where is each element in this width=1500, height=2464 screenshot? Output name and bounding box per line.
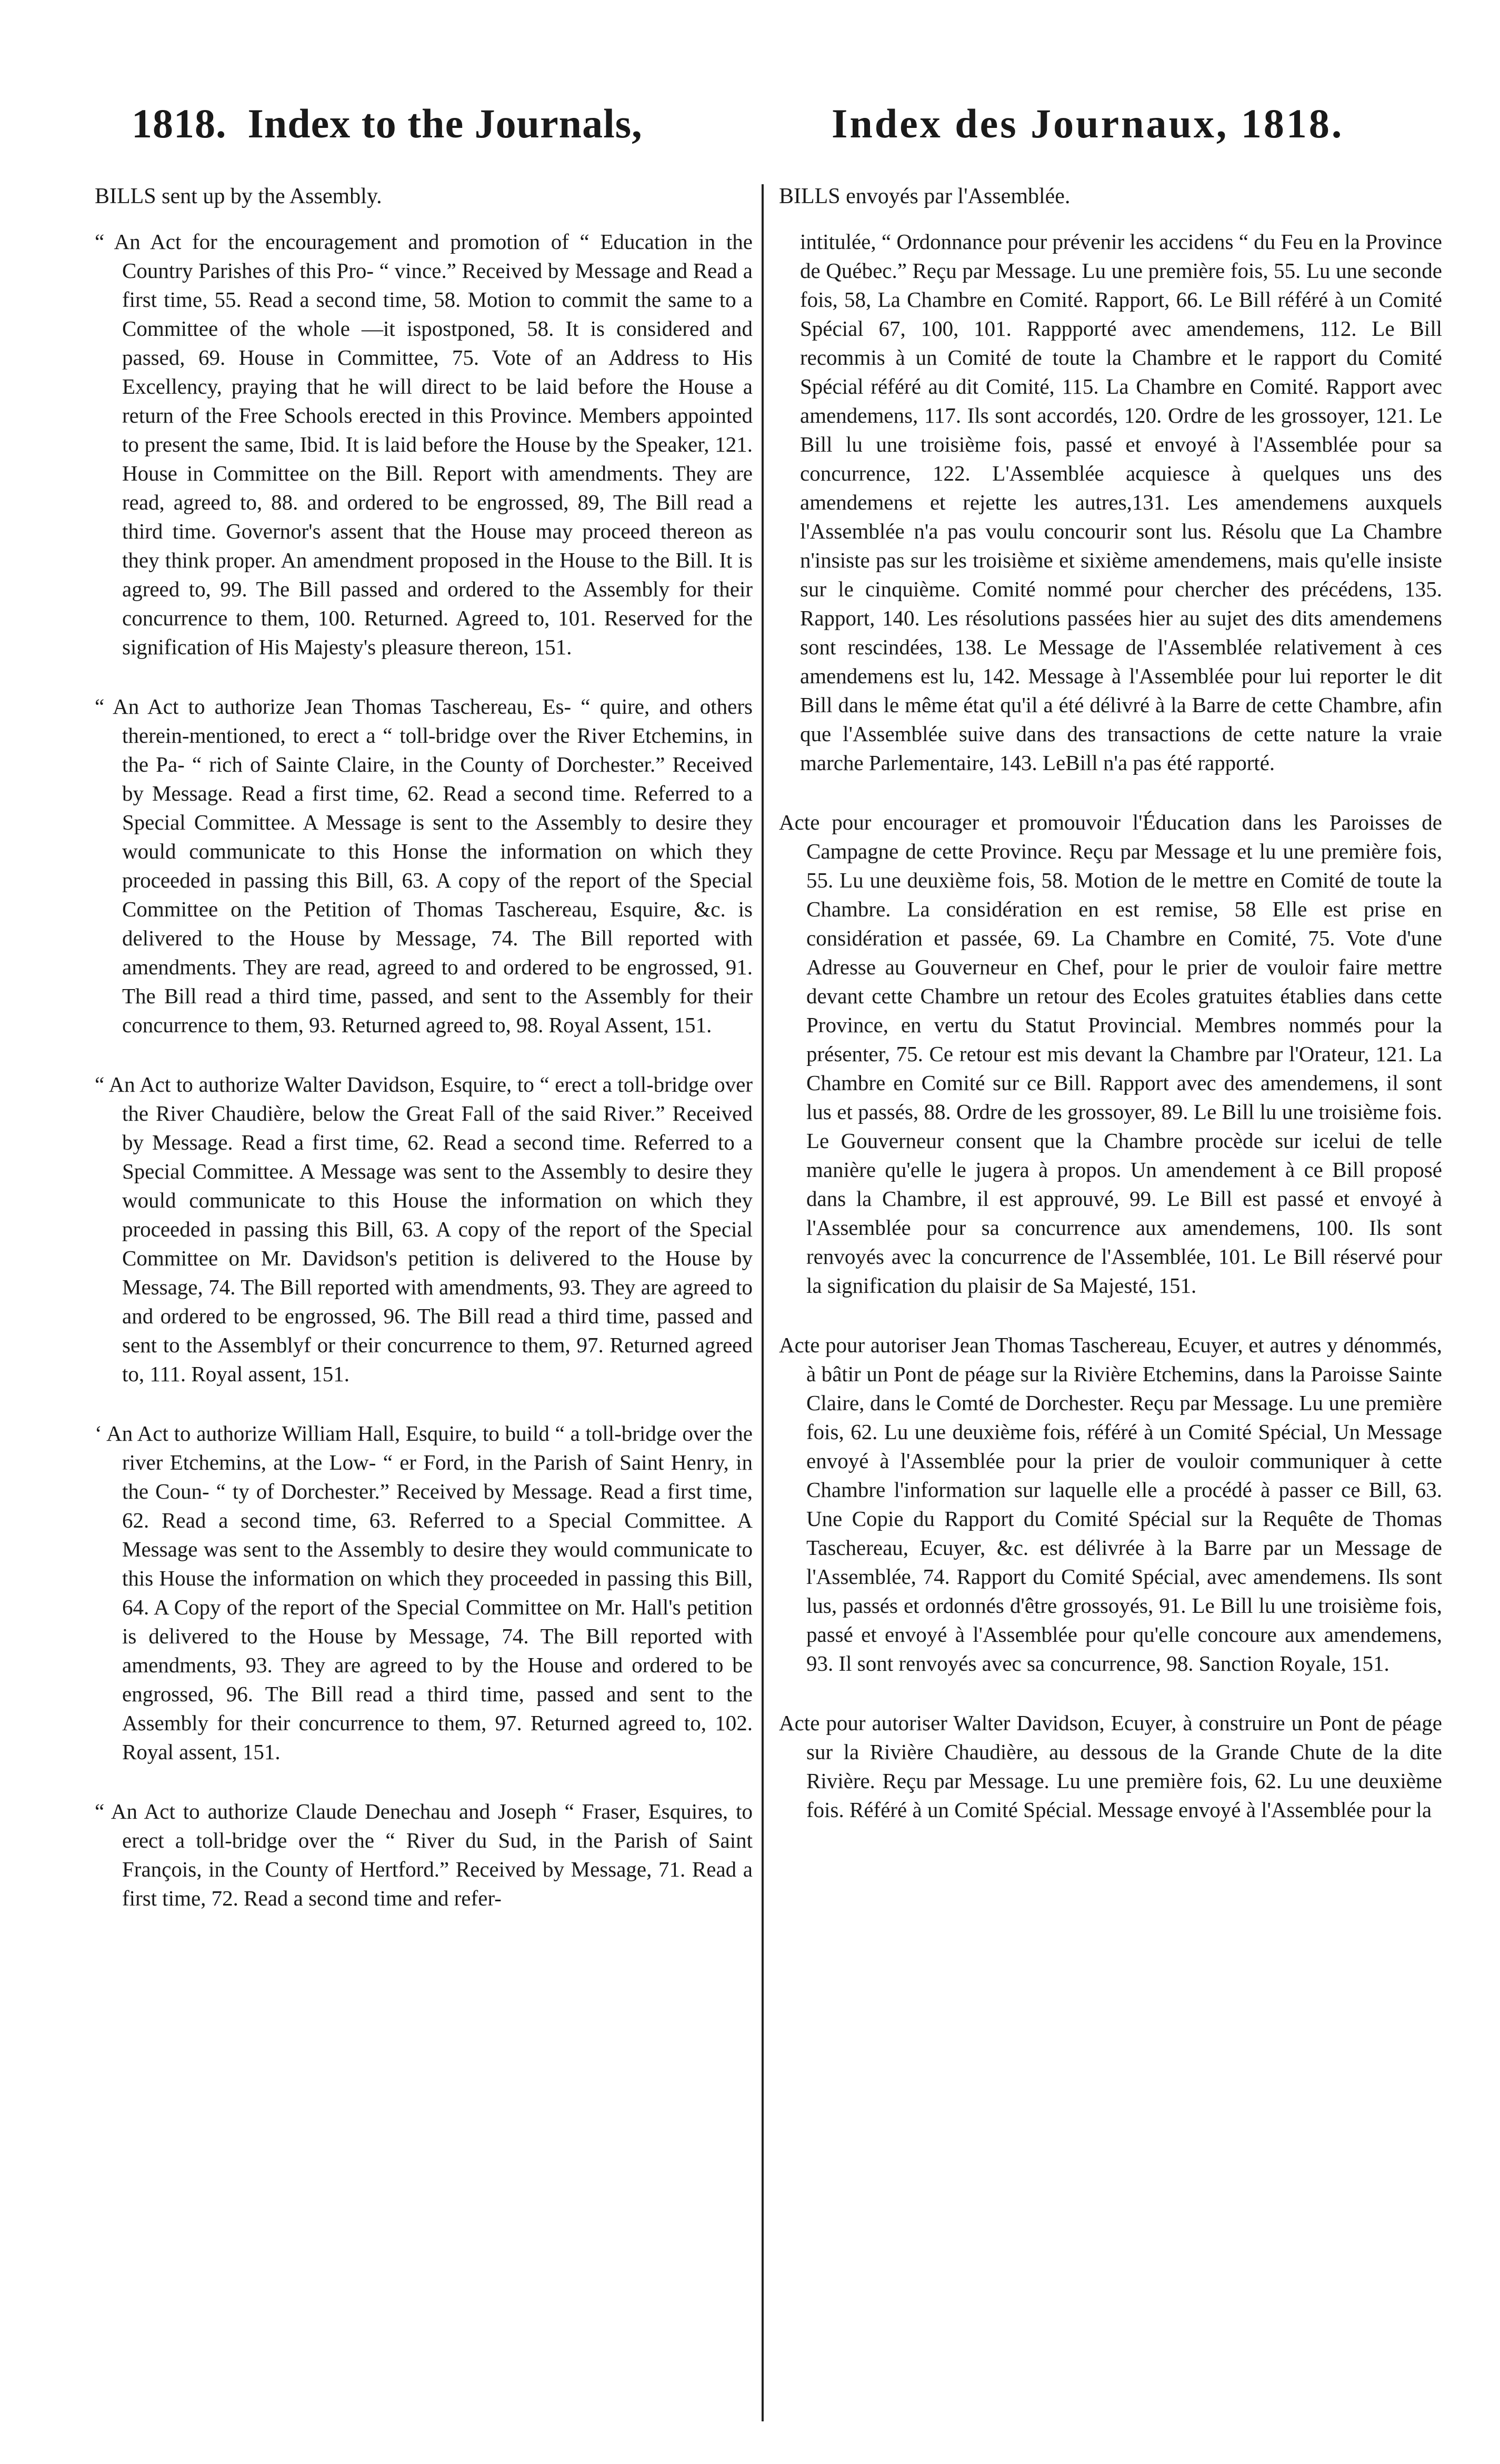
page-header: [132, 100, 1379, 158]
column-divider: [762, 184, 764, 2421]
english-column: [95, 184, 753, 2432]
header-year: 1818.: [132, 101, 227, 146]
bill-entry-denechau-fraser: “ An Act to authorize Claude Denechau and Joseph “ Fraser, Esquires, to erect a toll-bridge over the “ River du Sud, in the Parish of Saint François, in the County of Hertford.” Received by Message, 71. Read a first time, 72. Read a second time and refer-: [95, 1799, 753, 1911]
bill-entry-fire-ordinance: intitulée, “ Ordonnance pour prévenir les accidens “ du Feu en la Province de Québec.” Reçu par Message. Lu une première fois, 55. Lu une seconde fois, 58, La Chambre en Comité. Rapport, 66. Le Bill référé à un Comité Spécial 67, 100, 101. Rappporté avec amendemens, 112. Le Bill recommis à un Comité de toute la Chambre et le rapport du Comité Spécial référé au dit Comité, 115. La Chambre en Comité. Rapport avec amendemens, 117. Ils sont accordés, 120. Ordre de les grossoyer, 121. Le Bill lu une troisième fois, passé et envoyé à l'Assemblée pour sa concurrence, 122. L'Assemblée acquiesce à quelques uns des amendemens et rejette les autres,131. Les amendemens auxquels l'Assemblée n'a pas voulu concourir sont lus. Résolu que La Chambre n'insiste pas sur les troisième et sixième amendemens, mais qu'elle insiste sur le cinquième. Comité nommé pour chercher des précédens, 135. Rapport, 140. Les résolutions passées hier au sujet des dits amendemens sont rescindées, 138. Le Message de l'Assemblée relativement à ces amendemens est lu, 142. Message à l'Assemblée pour lui reporter le dit Bill dans le même état qu'il a été délivré à la Barre de cette Chambre, afin que l'Assemblée suive dans des transactions de cette nature la vraie marche Parlementaire, 143. LeBill n'a pas été rapporté.: [800, 230, 1442, 775]
bill-entry-hall: ‘ An Act to authorize William Hall, Esquire, to build “ a toll-bridge over the river Etchemins, at the Low- “ er Ford, in the Parish of Saint Henry, in the Coun- “ ty of Dorchester.” Received by Message. Read a first time, 62. Read a second time, 63. Referred to a Special Committee. A Message was sent to the Assembly to desire they would communicate to this House the information on which they proceeded in passing this Bill, 64. A Copy of the report of the Special Committee on Mr. Hall's petition is delivered to the House by Message, 74. The Bill reported with amendments, 93. They are agreed to by the House and ordered to be engrossed, 96. The Bill read a third time, passed and sent to the Assembly for their concurrence to them, 97. Returned agreed to, 102. Royal assent, 151.: [95, 1421, 753, 1764]
english-column-heading: BILLS sent up by the Assembly.: [95, 184, 382, 208]
header-title-english: Index to the Journals,: [247, 101, 643, 146]
bill-entry-taschereau-fr: Acte pour autoriser Jean Thomas Taschereau, Ecuyer, et autres y dénommés, à bâtir un Pont de péage sur la Rivière Etchemins, dans la Paroisse Sainte Claire, dans le Comté de Dorchester. Reçu par Message. Lu une première fois, 62. Lu une deuxième fois, référé à un Comité Spécial, Un Message envoyé à l'Assemblée pour la prier de vouloir communiquer à cette Chambre l'information sur laquelle elle a procédé à passer ce Bill, 63. Une Copie du Rapport du Comité Spécial sur la Requête de Thomas Taschereau, Ecuyer, &c. est délivrée à la Barre par un Message de l'Assemblée, 74. Rapport du Comité Spécial, avec amendemens. Ils sont lus, passés et ordonnés d'être grossoyés, 91. Le Bill lu une troisième fois, passé et envoyé à l'Assemblée pour qu'elle concoure aux amendemens, 93. Il sont renvoyés avec sa concurrence, 98. Sanction Royale, 151.: [779, 1333, 1442, 1676]
bill-entry-davidson-fr: Acte pour autoriser Walter Davidson, Ecuyer, à construire un Pont de péage sur la Rivière Chaudière, au dessous de la Grande Chute de la dite Rivière. Reçu par Message. Lu une première fois, 62. Lu une deuxième fois. Référé à un Comité Spécial. Message envoyé à l'Assemblée pour la: [779, 1711, 1442, 1822]
bill-entry-education-fr: Acte pour encourager et promouvoir l'Éducation dans les Paroisses de Campagne de cette Province. Reçu par Message et lu une première fois, 55. Lu une deuxième fois, 58. Motion de le mettre en Comité de toute la Chambre. La considération en est remise, 58 Elle est prise en considération et passée, 69. La Chambre en Comité, 75. Vote d'une Adresse au Gouverneur en Chef, pour le prier de vouloir faire mettre devant cette Chambre un retour des Ecoles gratuites établies dans cette Province, en vertu du Statut Provincial. Membres nommés pour la présenter, 75. Ce retour est mis devant la Chambre par l'Orateur, 121. La Chambre en Comité sur ce Bill. Rapport avec des amendemens, il sont lus et passés, 88. Ordre de les grossoyer, 89. Le Bill lu une troisième fois. Le Gouverneur consent que la Chambre procède sur icelui de telle manière qu'elle le jugera à propos. Un amendement à ce Bill proposé dans la Chambre, il est approuvé, 99. Le Bill est passé et envoyé à l'Assemblée pour sa concurrence aux amendemens, 100. Ils sont renvoyés avec la concurrence de l'Assemblée, 101. Le Bill réservé pour la signification du plaisir de Sa Majesté, 151.: [779, 810, 1442, 1298]
bill-entry-taschereau: “ An Act to authorize Jean Thomas Taschereau, Es- “ quire, and others therein-mentioned, to erect a “ toll-bridge over the River Etchemins, in the Pa- “ rich of Sainte Claire, in the County of Dorchester.” Received by Message. Read a first time, 62. Read a second time. Referred to a Special Committee. A Message is sent to the Assembly to desire they would communicate to this Honse the information on which they proceeded in passing this Bill, 63. A copy of the report of the Special Committee on the Petition of Thomas Taschereau, Esquire, &c. is delivered to the House by Message, 74. The Bill reported with amendments. They are read, agreed to and ordered to be engrossed, 91. The Bill read a third time, passed, and sent to the Assembly for their concurrence to them, 93. Returned agreed to, 98. Royal Assent, 151.: [95, 694, 753, 1038]
french-column-heading: BILLS envoyés par l'Assemblée.: [779, 184, 1071, 208]
french-column: [779, 184, 1442, 2432]
header-title-french: Index des Journaux, 1818.: [832, 101, 1344, 146]
header-left: [132, 100, 643, 147]
bill-entry-education: “ An Act for the encouragement and promotion of “ Education in the Country Parishes of this Pro- “ vince.” Received by Message and Read a first time, 55. Read a second time, 58. Motion to commit the same to a Committee of the whole —it ispostponed, 58. It is considered and passed, 69. House in Committee, 75. Vote of an Address to His Excellency, praying that he will direct to be laid before the House a return of the Free Schools erected in this Province. Members appointed to present the same, Ibid. It is laid before the House by the Speaker, 121. House in Committee on the Bill. Report with amendments. They are read, agreed to, 88. and ordered to be engrossed, 89, The Bill read a third time. Governor's assent that the House may proceed thereon as they think proper. An amendment proposed in the House to the Bill. It is agreed to, 99. The Bill passed and ordered to the Assembly for their concurrence to them, 100. Returned. Agreed to, 101. Reserved for the signification of His Majesty's pleasure thereon, 151.: [95, 230, 753, 660]
bill-entry-davidson: “ An Act to authorize Walter Davidson, Esquire, to “ erect a toll-bridge over the River Chaudière, below the Great Fall of the said River.” Received by Message. Read a first time, 62. Read a second time. Referred to a Special Committee. A Message was sent to the Assembly to desire they would communicate to this House the information on which they proceeded in passing this Bill, 63. A copy of the report of the Special Committee on Mr. Davidson's petition is delivered to the House by Message, 74. The Bill reported with amendments, 93. They are agreed to and ordered to be engrossed, 96. The Bill read a third time, passed and sent to the Assemblyf or their concurrence to them, 97. Returned agreed to, 111. Royal assent, 151.: [95, 1072, 753, 1386]
header-right: [832, 100, 1344, 147]
